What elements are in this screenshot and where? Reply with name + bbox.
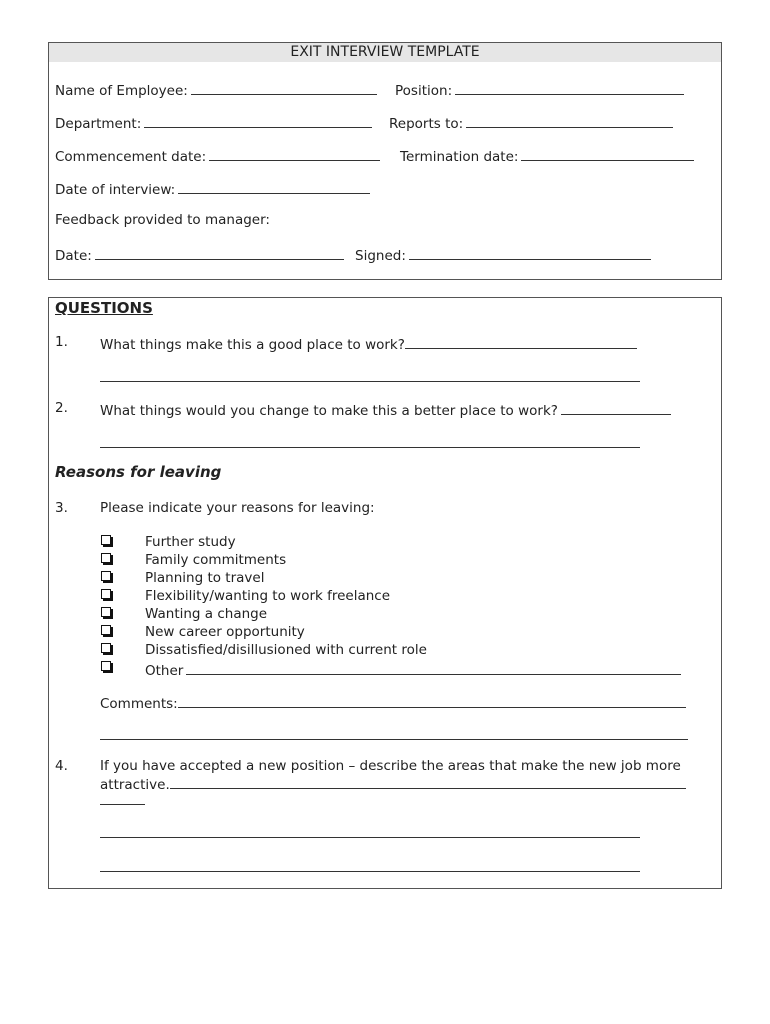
question-1-number: 1. — [55, 334, 68, 350]
comments-answer-line[interactable] — [100, 739, 688, 740]
signed-label: Signed: — [355, 248, 406, 264]
question-2 — [100, 400, 671, 419]
questions-heading: QUESTIONS — [55, 299, 153, 317]
reports-to-label: Reports to: — [389, 116, 464, 132]
reason-label-other: Other — [145, 663, 184, 679]
commencement-date-label: Commencement date: — [55, 149, 207, 165]
department-field[interactable] — [55, 113, 372, 132]
question-2-answer-line[interactable] — [100, 447, 640, 448]
question-4-answer-line-2[interactable] — [100, 871, 640, 872]
comments-blank[interactable] — [178, 693, 686, 708]
question-1 — [100, 334, 637, 353]
question-3-number: 3. — [55, 500, 68, 516]
position-field[interactable] — [395, 80, 684, 99]
comments-field[interactable] — [100, 693, 686, 712]
question-2-number: 2. — [55, 400, 68, 416]
question-2-text: What things would you change to make this a better place to work? — [100, 403, 558, 419]
comments-label: Comments: — [100, 696, 178, 712]
reason-checkbox-wanting-a-change[interactable] — [101, 607, 111, 617]
signed-blank[interactable] — [409, 245, 651, 260]
date-label: Date: — [55, 248, 92, 264]
reason-label-flexibility: Flexibility/wanting to work freelance — [145, 588, 391, 604]
reason-checkbox-further-study[interactable] — [101, 535, 111, 545]
reports-to-field[interactable] — [389, 113, 673, 132]
date-of-interview-label: Date of interview: — [55, 182, 176, 198]
reason-label-further-study: Further study — [145, 534, 236, 550]
signed-field[interactable] — [355, 245, 651, 264]
reason-label-new-career-opportunity: New career opportunity — [145, 624, 305, 640]
termination-date-blank[interactable] — [521, 146, 694, 161]
date-field[interactable] — [55, 245, 344, 264]
reason-checkbox-other[interactable] — [101, 661, 111, 671]
reason-label-planning-to-travel: Planning to travel — [145, 570, 265, 586]
question-4-blank-continued[interactable] — [100, 804, 145, 805]
reasons-heading: Reasons for leaving — [55, 463, 222, 481]
reason-other-blank[interactable] — [186, 660, 681, 675]
question-4-text-2: attractive. — [100, 777, 170, 793]
question-4-line-1: If you have accepted a new position – describe the areas that make the new job more — [100, 758, 681, 774]
reason-checkbox-new-career-opportunity[interactable] — [101, 625, 111, 635]
question-1-text: What things make this a good place to work? — [100, 337, 405, 353]
reports-to-blank[interactable] — [466, 113, 673, 128]
reason-label-wanting-a-change: Wanting a change — [145, 606, 268, 622]
reason-label-family-commitments: Family commitments — [145, 552, 287, 568]
question-4-answer-line-1[interactable] — [100, 837, 640, 838]
reason-other — [145, 660, 681, 679]
feedback-label: Feedback provided to manager: — [55, 212, 270, 228]
name-of-employee-field[interactable] — [55, 80, 377, 99]
commencement-date-field[interactable] — [55, 146, 380, 165]
termination-date-label: Termination date: — [400, 149, 519, 165]
position-blank[interactable] — [455, 80, 684, 95]
reason-label-dissatisfied: Dissatisfied/disillusioned with current role — [145, 642, 427, 658]
question-4-line-2 — [100, 774, 686, 793]
question-4-number: 4. — [55, 758, 68, 774]
question-2-blank[interactable] — [561, 400, 671, 415]
date-of-interview-field[interactable] — [55, 179, 370, 198]
date-blank[interactable] — [95, 245, 344, 260]
reason-checkbox-dissatisfied[interactable] — [101, 643, 111, 653]
reason-checkbox-flexibility[interactable] — [101, 589, 111, 599]
date-of-interview-blank[interactable] — [178, 179, 370, 194]
department-label: Department: — [55, 116, 142, 132]
termination-date-field[interactable] — [400, 146, 694, 165]
commencement-date-blank[interactable] — [209, 146, 380, 161]
question-4-blank[interactable] — [170, 774, 686, 789]
page-title: EXIT INTERVIEW TEMPLATE — [290, 44, 480, 60]
question-3-text: Please indicate your reasons for leaving: — [100, 500, 375, 516]
name-of-employee-blank[interactable] — [191, 80, 377, 95]
question-1-answer-line[interactable] — [100, 381, 640, 382]
department-blank[interactable] — [144, 113, 372, 128]
reason-checkbox-family-commitments[interactable] — [101, 553, 111, 563]
position-label: Position: — [395, 83, 453, 99]
name-of-employee-label: Name of Employee: — [55, 83, 188, 99]
question-1-blank[interactable] — [405, 334, 637, 349]
reason-checkbox-planning-to-travel[interactable] — [101, 571, 111, 581]
